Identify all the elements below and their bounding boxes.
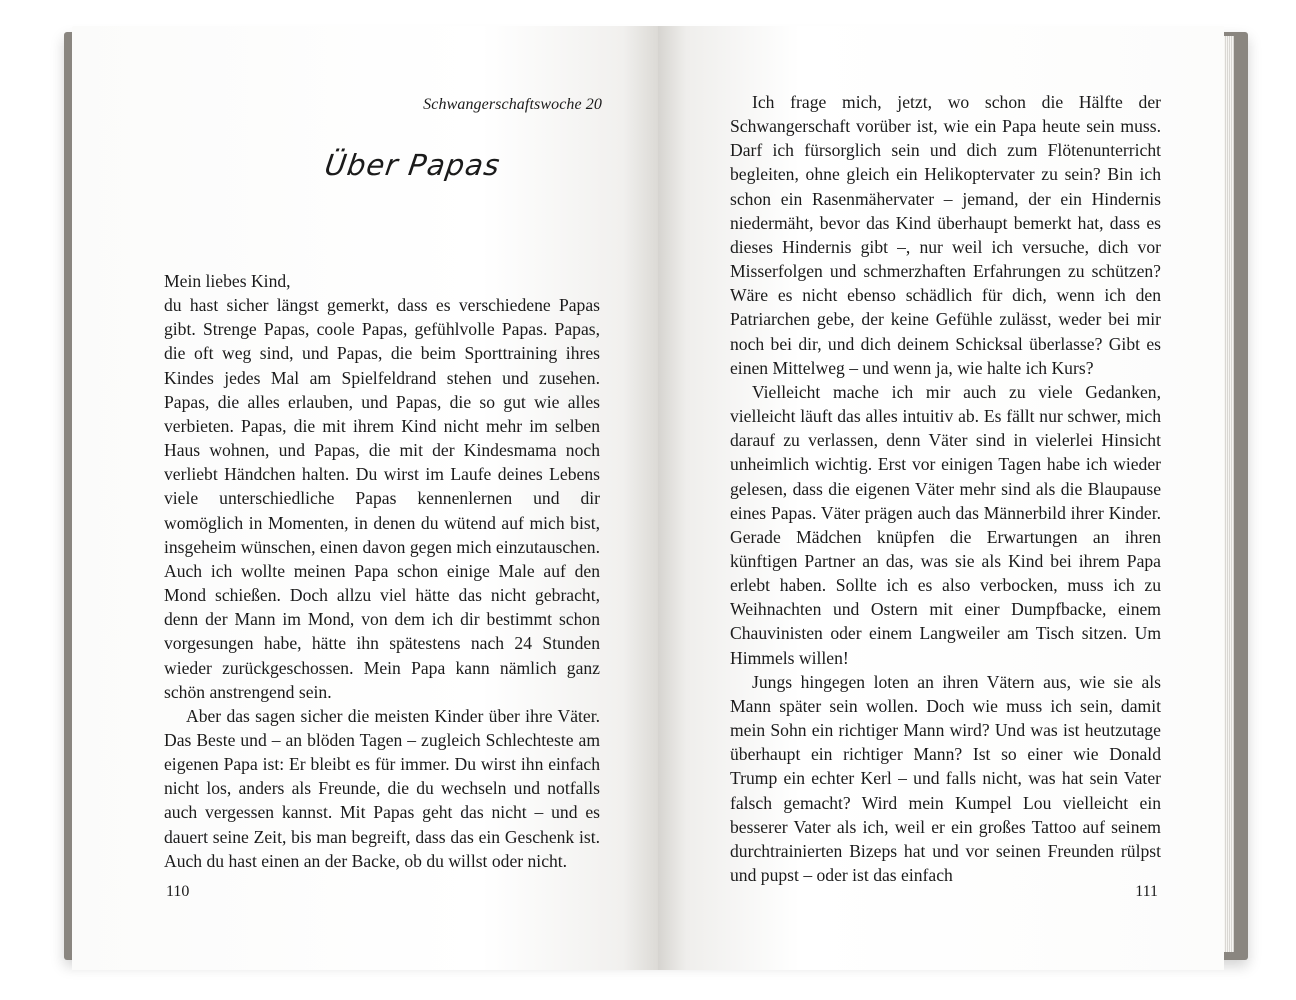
page-number-left: 110 (166, 883, 190, 900)
page-number-right: 111 (1135, 883, 1158, 900)
left-page (72, 26, 658, 970)
paragraph: Ich frage mich, jetzt, wo schon die Hälfte der Schwangerschaft vorüber ist, wie ein Papa heute sein muss. Darf ich fürsorglich sein und dich zum Flötenunterricht begleiten, ohne gleich ein Helikoptervater zu sein? Bin ich schon ein Rasenmähervater – jemand, der ein Hindernis niedermäht, bevor das Kind überhaupt bemerkt hat, dass es dieses Hindernis gibt –, nur weil ich versuche, dich vor Misserfolgen und schmerzhaften Erfahrungen zu schützen? Wäre es nicht ebenso schädlich für dich, wenn ich den Patriarchen gebe, der keine Gefühle zulässt, weder bei mir noch bei dir, und dich deinem Schicksal überlasse? Gibt es einen Mittelweg – und wenn ja, wie halte ich Kurs? (730, 92, 1161, 378)
right-page-text (730, 90, 1161, 887)
paragraph: Vielleicht mache ich mir auch zu viele Gedanken, vielleicht läuft das alles intuitiv ab. Es fällt nur schwer, mich darauf zu verlassen, denn Väter sind in vielerlei Hinsicht unheimlich wichtig. Erst vor einigen Tagen habe ich wieder gelesen, dass die eigenen Väter mehr sind als die Blaupause eines Papas. Väter prägen auch das Männerbild ihrer Kinder. Gerade Mädchen knüpfen die Erwartungen an ihren künftigen Partner an das, was sie als Kind bei ihrem Papa erlebt haben. Sollte ich es also verbocken, muss ich zu Weihnachten und Ostern mit einer Dumpfbacke, einem Chauvinisten oder einem Langweiler am Tisch sitzen. Um Himmels willen! (730, 381, 1161, 668)
paragraph: du hast sicher längst gemerkt, dass es verschiedene Papas gibt. Strenge Papas, coole Papas, gefühlvolle Papas. Papas, die oft weg sind, und Papas, die beim Sporttraining ihres Kindes jedes Mal am Spielfeldrand stehen und zusehen. Papas, die alles erlauben, und Papas, die so gut wie alles verbieten. Papas, die mit ihrem Kind nicht mehr im selben Haus wohnen, und Papas, die mit der Kindesmama noch verliebt Händchen halten. Du wirst im Laufe deines Lebens viele unterschiedliche Papas kennenlernen und dir womöglich in Momenten, in denen du wütend auf mich bist, insgeheim wünschen, einen davon gegen mich einzutauschen. Auch ich wollte meinen Papa schon einige Male auf den Mond schießen. Doch allzu viel hätte das nicht gebracht, denn der Mann im Mond, von dem ich dir bestimmt schon vorgesungen habe, hätte ihn spätestens nach 24 Stunden wieder zurückgeschossen. Mein Papa kann nämlich ganz schön anstrengend sein. (164, 295, 600, 702)
running-head: Schwangerschaftswoche 20 (423, 96, 602, 113)
paragraph: Jungs hingegen loten an ihren Vätern aus, wie sie als Mann später sein wollen. Doch wie muss ich sein, damit mein Sohn ein richtiger Mann wird? Und was ist heutzutage überhaupt ein richtiger Mann? Ist so einer wie Donald Trump ein echter Kerl – und falls nicht, was hat sein Vater falsch gemacht? Wird mein Kumpel Lou vielleicht ein besserer Vater als ich, weil er ein großes Tattoo auf seinem durchtrainierten Bizeps hat und vor seinen Freunden rülpst und pupst – oder ist das einfach (730, 671, 1161, 885)
paragraph: Aber das sagen sicher die meisten Kinder über ihre Väter. Das Beste und – an blöden Tagen – zugleich Schlechteste am eigenen Papa ist: Er bleibt es für immer. Du wirst ihn einfach nicht los, anders als Freunde, die du wechseln und notfalls auch vergessen kannst. Mit Papas geht das nicht – und es dauert seine Zeit, bis man begreift, dass das ein Geschenk ist. Auch du hast einen an der Backe, ob du willst oder nicht. (164, 705, 600, 871)
salutation: Mein liebes Kind, (164, 271, 291, 291)
chapter-title: Über Papas (322, 148, 503, 182)
right-page (658, 26, 1224, 970)
left-page-text (164, 269, 600, 873)
